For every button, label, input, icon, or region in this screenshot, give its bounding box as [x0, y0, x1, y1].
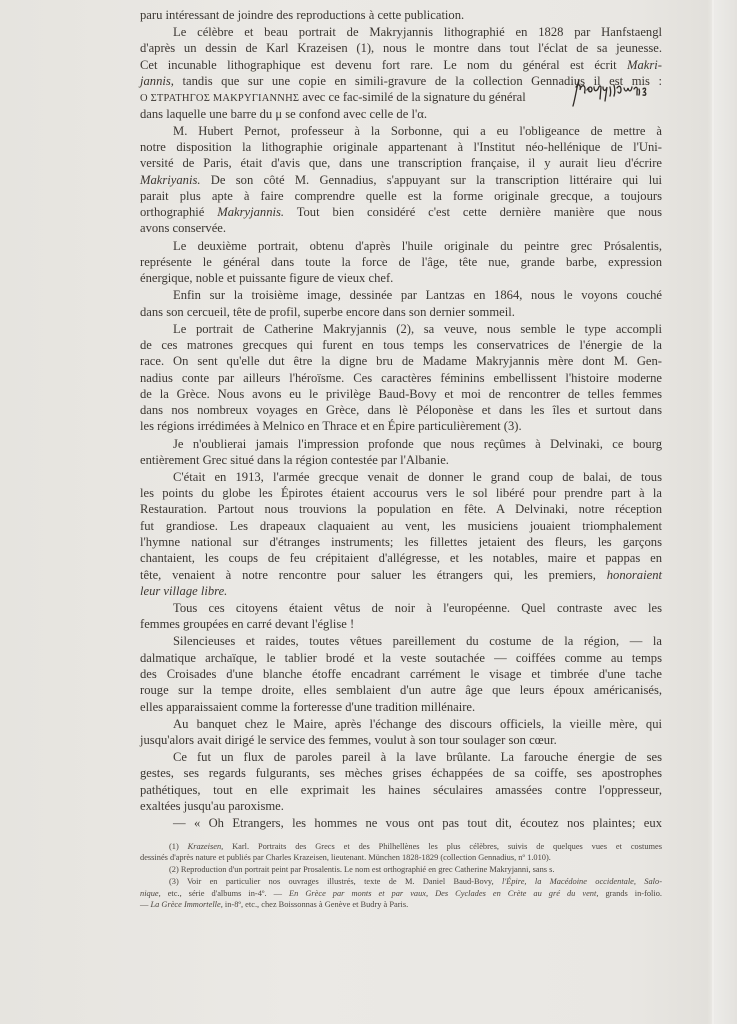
text-line	[140, 123, 662, 139]
italic-run: leur village libre.	[140, 583, 228, 598]
text-run: exaltées jusqu'au paroxisme.	[140, 799, 284, 814]
text-run: chantaient, les coups de feu crépitaient d'allégresse, et les notables, maire et pappas en	[140, 551, 662, 566]
italic-run: La Grèce Immortelle,	[150, 900, 223, 910]
text-line	[140, 436, 662, 452]
text-run: de ces matrones grecques qui furent en tous temps les conservatrices de l'énergie de la	[140, 337, 662, 352]
text-line	[140, 304, 662, 320]
text-run: les régions irrédimées à Melnico en Thrace et en Épire particulièrement (3).	[140, 419, 522, 434]
text-run: gestes, ses regards fulgurants, ses mèches grises échappées de sa coiffe, ses apostrophes	[140, 766, 662, 781]
text-run: Tout bien considéré c'est cette dernière manière que nous	[284, 205, 662, 220]
text-run: d'après un dessin de Karl Krazeisen (1), nous le montre dans tout l'éclat de sa jeunesse.	[140, 41, 662, 56]
text-line	[140, 616, 662, 632]
text-run: énergique, noble et puissante figure de vieux chef.	[140, 271, 394, 286]
paragraph	[140, 633, 662, 714]
text-line	[140, 888, 662, 899]
text-run: (2) Reproduction d'un portrait peint par Prosalentis. Le nom est orthographié en grec Catherine Makryjanni, sans s.	[169, 865, 555, 875]
footnote	[140, 876, 662, 910]
paragraph	[140, 321, 662, 435]
text-line	[140, 386, 662, 402]
text-run: Silencieuses et raides, toutes vêtues pareillement du costume de la région, — la	[173, 634, 662, 649]
italic-run: l'Épire, la Macédoine occidentale, Salo-	[502, 877, 662, 887]
text-run: fut grandiose. Les drapeaux claquaient au vent, les musiciens jouaient triomphalement	[140, 518, 662, 533]
text-line	[140, 699, 662, 715]
text-run: Le deuxième portrait, obtenu d'après l'huile originale du peintre grec Prósalentis,	[173, 238, 662, 253]
text-line	[140, 749, 662, 765]
paragraph	[140, 716, 662, 749]
text-line	[140, 353, 662, 369]
footnotes	[140, 841, 662, 911]
text-line	[140, 89, 662, 105]
text-line	[140, 633, 662, 649]
text-run: tandis que sur une copie en simili-gravure de la collection Gennadius il est mis :	[173, 73, 662, 88]
text-run: Tous ces citoyens étaient vêtus de noir à l'européenne. Quel contraste avec les	[173, 601, 662, 616]
text-line	[140, 287, 662, 303]
text-run: notre disposition la lithographie originale appartenant à l'Institut néo-hellénique de l'Uni-	[140, 139, 662, 154]
text-run: (1)	[169, 842, 188, 851]
text-line	[140, 841, 662, 852]
text-line	[140, 337, 662, 353]
text-run: Ce fut un flux de paroles pareil à la lave brûlante. La farouche énergie de ses	[173, 750, 662, 765]
text-line	[140, 899, 662, 910]
text-line	[140, 650, 662, 666]
italic-run: Makryjannis.	[217, 205, 285, 220]
paragraph	[140, 287, 662, 320]
text-line	[140, 485, 662, 501]
text-line	[140, 534, 662, 550]
text-run: (3) Voir en particulier nos ouvrages illustrés, texte de M. Daniel Baud-Bovy,	[169, 877, 503, 887]
page-edge	[712, 0, 714, 1024]
text-run: orthographié	[140, 205, 218, 220]
text-run: pathétiques, tout en elle exprimait les haines séculaires amassées contre l'oppresseur,	[140, 782, 662, 797]
text-line	[140, 370, 662, 386]
text-line	[140, 402, 662, 418]
text-run: etc., série d'albums in-4º. —	[160, 888, 290, 898]
text-run: Enfin sur la troisième image, dessinée par Lantzas en 1864, nous le voyons couché	[173, 288, 662, 303]
text-line	[140, 321, 662, 337]
italic-run: jannis,	[140, 73, 174, 88]
text-run: C'était en 1913, l'armée grecque venait de donner le grand coup de balai, de tous	[173, 469, 662, 484]
text-run: dessinés d'après nature et publiés par Charles Krazeisen, lieutenant. München 1828-1829 (collection Gennadius, nº 1.010).	[140, 853, 551, 863]
text-line	[140, 57, 662, 73]
text-line	[140, 172, 662, 188]
text-run: nadius conte par ailleurs l'héroïsme. Ces caractères féminins embellissent l'histoire moderne	[140, 370, 662, 385]
text-line	[140, 567, 662, 583]
text-line	[140, 864, 662, 875]
text-line	[140, 204, 662, 220]
italic-run: Makri-	[627, 57, 662, 72]
body-text	[140, 7, 662, 832]
text-line	[140, 155, 662, 171]
greek-caption: Ο ΣΤΡΑΤΗΓΟΣ ΜΑΚΡΥΓΙΑΝΝΗΣ	[140, 93, 300, 105]
paragraph	[140, 815, 662, 831]
paragraph	[140, 600, 662, 633]
text-run: versité de Paris, était d'avis que, dans une transcription française, il y aurait lieu d'écrire	[140, 156, 662, 171]
text-run: tête, venaient à notre rencontre pour saluer les étrangers qui, les premiers,	[140, 567, 607, 582]
text-line	[140, 220, 662, 236]
text-line	[140, 852, 662, 863]
paragraph	[140, 469, 662, 599]
italic-run: Makriyanis.	[140, 172, 201, 187]
text-run: — « Oh Etrangers, les hommes ne vous ont pas tout dit, écoutez nos plaintes; eux	[173, 816, 662, 831]
text-run: grands in-folio.	[598, 888, 662, 898]
text-line	[140, 583, 662, 599]
text-run: jusqu'alors avait dirigé le service des femmes, voulut à son tour soulager son cœur.	[140, 733, 557, 748]
text-line	[140, 716, 662, 732]
paragraph	[140, 749, 662, 814]
text-run: parait plus apte à faire comprendre quelle est la forme originale grecque, a toujours	[140, 188, 662, 203]
text-run: Restauration. Partout nous trouvions la population en fête. A Delvinaki, notre réception	[140, 502, 662, 517]
text-line	[140, 732, 662, 748]
italic-run: Krazeisen,	[187, 842, 224, 851]
text-line	[140, 24, 662, 40]
paragraph	[140, 7, 662, 23]
text-run: Cet incunable lithographique est devenu fort rare. Le nom du général est écrit	[140, 57, 628, 72]
text-line	[140, 270, 662, 286]
text-run: —	[140, 900, 151, 910]
text-run: avons conservée.	[140, 221, 227, 236]
text-line	[140, 106, 662, 122]
text-line	[140, 452, 662, 468]
text-run: entièrement Grec situé dans la région contestée par l'Albanie.	[140, 452, 449, 467]
text-line	[140, 550, 662, 566]
text-run: race. On sent qu'elle dut être la digne bru de Madame Makryjannis mère dont M. Gen-	[140, 354, 662, 369]
italic-run: En Grèce par monts et par vaux, Des Cyclades en Crète au gré du vent,	[289, 888, 599, 898]
text-run: dalmatique archaïque, le tablier brodé et la veste soutachée — coiffées comme au temps	[140, 650, 662, 665]
text-run: Le portrait de Catherine Makryjannis (2), sa veuve, nous semble le type accompli	[173, 321, 662, 336]
paragraph	[140, 123, 662, 237]
text-line	[140, 765, 662, 781]
italic-run: honoraient	[606, 567, 662, 582]
text-line	[140, 876, 662, 887]
text-run: femmes groupées en carré devant l'église !	[140, 617, 355, 632]
footnote	[140, 841, 662, 864]
footnote	[140, 864, 662, 875]
text-line	[140, 798, 662, 814]
text-run: rouge sur la tempe droite, elles semblaient d'un autre âge que leurs époux américanisés,	[140, 683, 662, 698]
text-run: de la Grèce. Nous avons eu le privilège Baud-Bovy et moi de rencontrer de telles femmes	[140, 386, 662, 401]
text-line	[140, 666, 662, 682]
text-run: avec ce fac-similé de la signature du général	[299, 90, 526, 105]
text-line	[140, 238, 662, 254]
text-run: des Croisades d'une blanche étoffe encadrant carrément le visage et timbrée d'une tache	[140, 667, 662, 682]
text-run: elles apparaissaient comme la forteresse d'une tradition millénaire.	[140, 699, 476, 714]
text-run: les points du globe les Épirotes étaient accourus vers le sol libéré pour prendre part à la	[140, 486, 662, 501]
paragraph	[140, 24, 662, 122]
text-line	[140, 254, 662, 270]
text-line	[140, 418, 662, 434]
text-run: dans son cercueil, tête de profil, superbe encore dans son dernier sommeil.	[140, 304, 515, 319]
text-line	[140, 600, 662, 616]
text-run: dans laquelle une barre du μ se confond avec celle de l'α.	[140, 106, 427, 121]
text-run: dans nos nombreux voyages en Grèce, dans lè Péloponèse et dans les îles et surtout dans	[140, 403, 662, 418]
text-run: in-8º, etc., chez Boissonnas à Genève et Budry à Paris.	[222, 900, 409, 910]
text-run: De son côté M. Gennadius, s'appuyant sur la transcription littéraire qui lui	[200, 172, 662, 187]
text-run: l'hymne national sur d'étranges instruments; les fillettes jetaient des fleurs, les garçons	[140, 535, 662, 550]
paragraph	[140, 238, 662, 287]
text-line	[140, 7, 662, 23]
handwritten-signature	[570, 77, 660, 107]
text-line	[140, 40, 662, 56]
text-line	[140, 139, 662, 155]
text-run: Karl. Portraits des Grecs et des Philhellènes les plus célèbres, suivis de quelques vues et costumes	[223, 842, 662, 851]
text-line	[140, 682, 662, 698]
italic-run: nique,	[140, 888, 161, 898]
text-line	[140, 518, 662, 534]
text-run: représente le général dans toute la force de l'âge, tête nue, grande barbe, expression	[140, 254, 662, 269]
text-run: paru intéressant de joindre des reproductions à cette publication.	[140, 8, 465, 22]
text-run: M. Hubert Pernot, professeur à la Sorbonne, qui a eu l'obligeance de mettre à	[173, 123, 662, 138]
text-run: Au banquet chez le Maire, après l'échange des discours officiels, la vieille mère, qui	[173, 716, 662, 731]
paragraph	[140, 436, 662, 469]
text-line	[140, 782, 662, 798]
text-line	[140, 469, 662, 485]
text-run: Je n'oublierai jamais l'impression profonde que nous reçûmes à Delvinaki, ce bourg	[173, 436, 662, 451]
text-line	[140, 815, 662, 831]
text-line	[140, 188, 662, 204]
text-run: Le célèbre et beau portrait de Makryjannis lithographié en 1828 par Hanfstaengl	[173, 25, 662, 40]
text-line	[140, 501, 662, 517]
